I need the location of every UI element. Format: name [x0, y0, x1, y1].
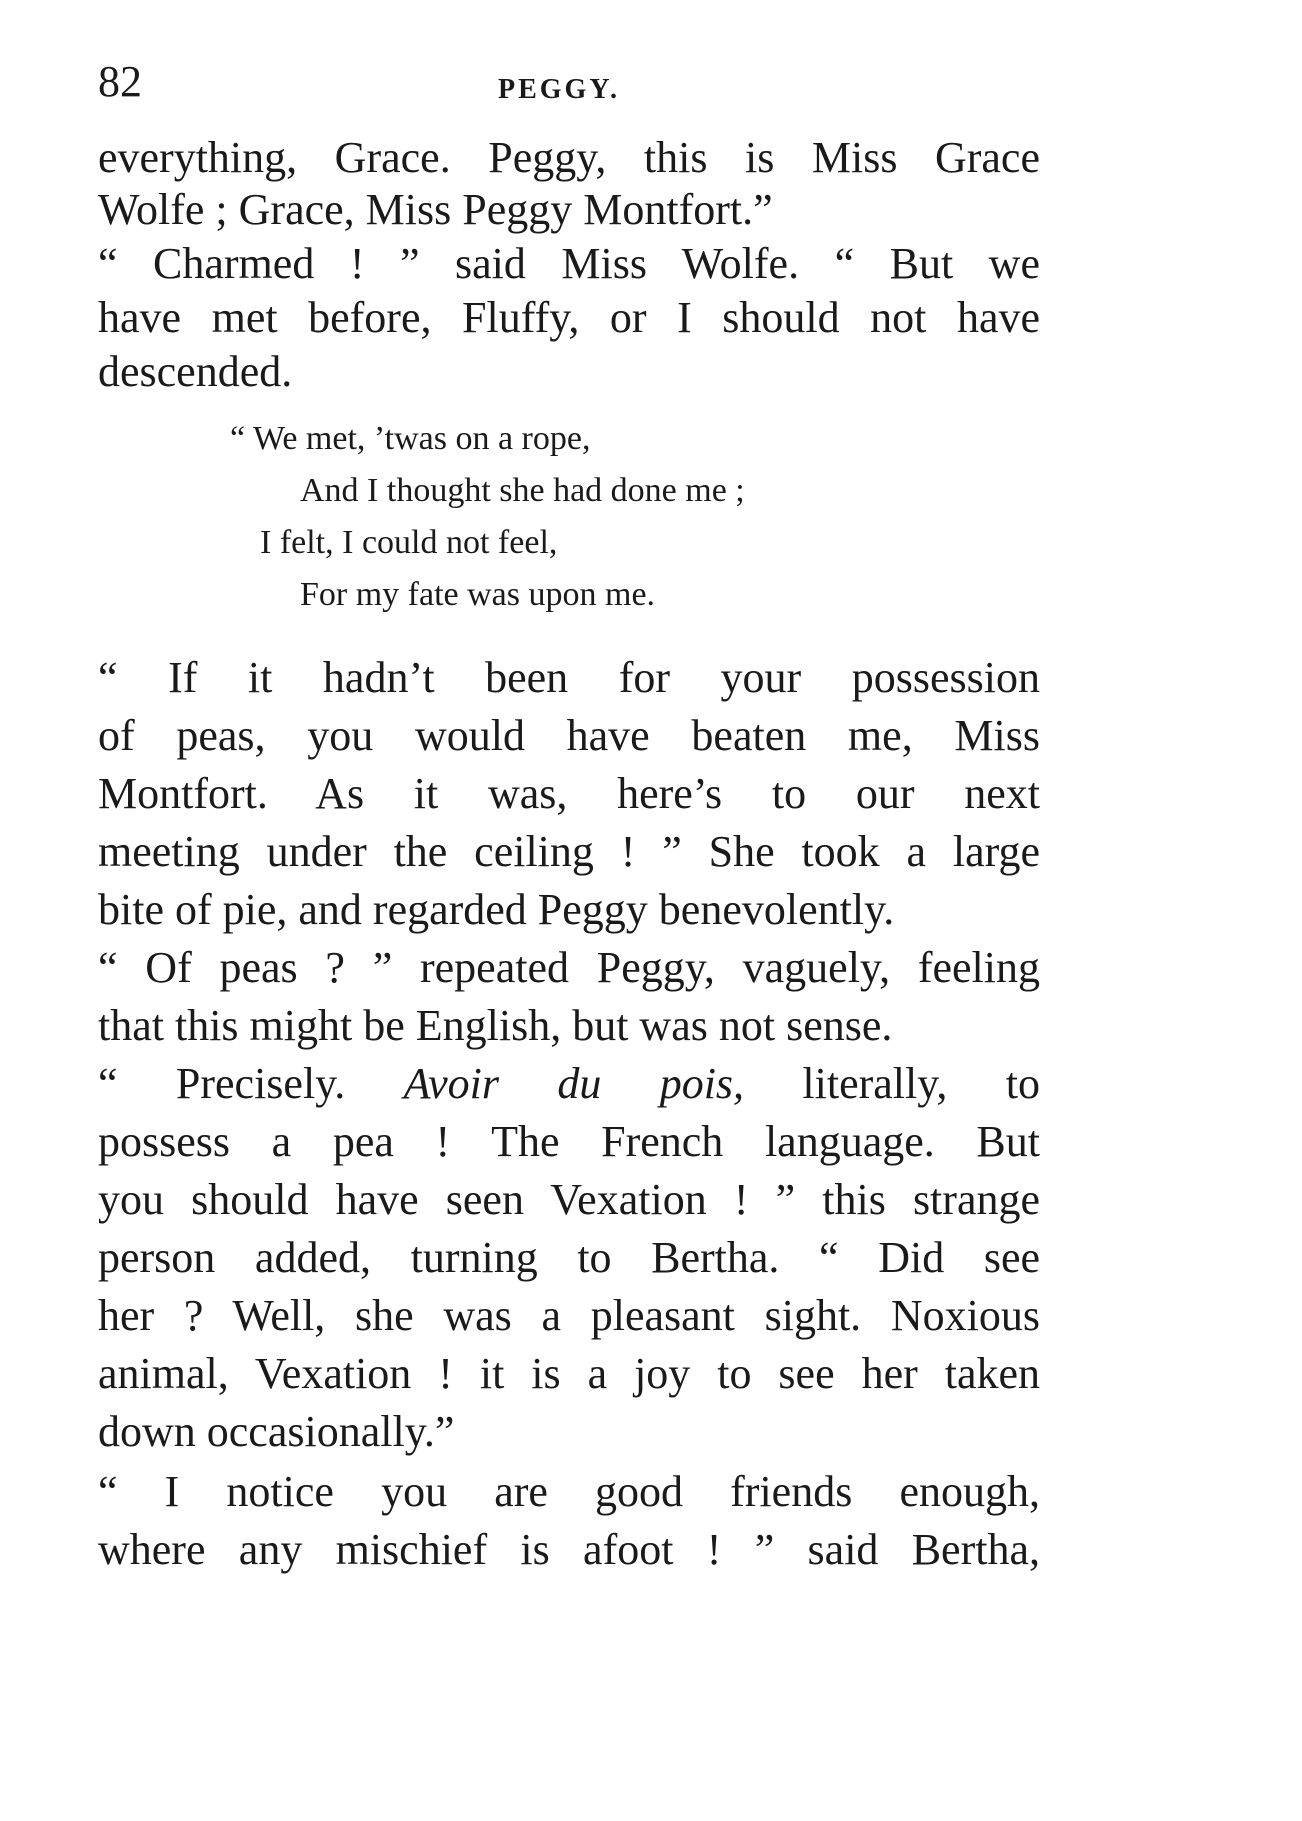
text-line: “ If it hadn’t been for your possession — [98, 653, 1040, 702]
text-line: “ Charmed ! ” said Miss Wolfe. “ But we — [98, 239, 1040, 288]
text-line: of peas, you would have beaten me, Miss — [98, 711, 1040, 760]
text-line: Wolfe ; Grace, Miss Peggy Montfort.” — [98, 185, 773, 234]
verse-line: And I thought she had done me ; — [300, 472, 745, 509]
verse-line: For my fate was upon me. — [300, 576, 656, 613]
text-line: person added, turning to Bertha. “ Did see — [98, 1233, 1040, 1282]
text-line: her ? Well, she was a pleasant sight. Noxious — [98, 1291, 1040, 1340]
text-run: “ Precisely. — [98, 1059, 404, 1108]
text-line: animal, Vexation ! it is a joy to see her taken — [98, 1349, 1040, 1398]
text-line: “ Of peas ? ” repeated Peggy, vaguely, feeling — [98, 943, 1040, 992]
text-line: have met before, Fluffy, or I should not have — [98, 293, 1040, 342]
italic-phrase: Avoir du pois, — [403, 1059, 745, 1108]
text-line: bite of pie, and regarded Peggy benevolently. — [98, 885, 895, 934]
verse-line: I felt, I could not feel, — [260, 524, 558, 561]
running-head — [98, 52, 1038, 112]
running-title: PEGGY. — [498, 74, 620, 105]
page-number: 82 — [98, 57, 142, 106]
text-line: down occasionally.” — [98, 1407, 455, 1456]
verse-line: “ We met, ’twas on a rope, — [230, 420, 591, 457]
text-line: descended. — [98, 347, 293, 396]
text-line: you should have seen Vexation ! ” this strange — [98, 1175, 1040, 1224]
text-line: where any mischief is afoot ! ” said Bertha, — [98, 1525, 1040, 1574]
text-line: Montfort. As it was, here’s to our next — [98, 769, 1040, 818]
text-line: meeting under the ceiling ! ” She took a large — [98, 827, 1040, 876]
text-line — [98, 1054, 1040, 1114]
text-line: everything, Grace. Peggy, this is Miss Grace — [98, 133, 1040, 182]
text-line: that this might be English, but was not sense. — [98, 1001, 893, 1050]
text-line: possess a pea ! The French language. But — [98, 1117, 1040, 1166]
text-line: “ I notice you are good friends enough, — [98, 1467, 1040, 1516]
text-run: literally, to — [744, 1059, 1040, 1108]
